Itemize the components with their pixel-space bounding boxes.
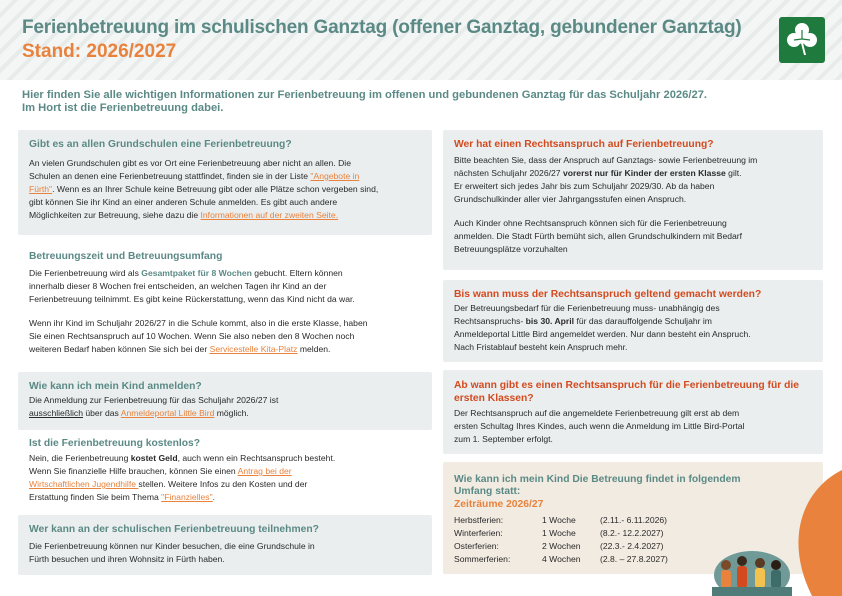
card-body: Bitte beachten Sie, dass der Anspruch auf Ganztags- sowie Ferienbetreuung im nächsten Schuljahr 2026/27 vorerst nur für Kinder der ersten Klasse gilt. Er erweitert sich jedes Jahr bis zum Schuljahr 2029/30. Ab da haben Grundschulkinder aller vier Jahrgangsstufen einen Anspruch. Auch Kinder ohne Rechtsanspruch können sich für die Ferienbetreuung anmelden. Die Stadt Fürth bemüht sich, allen Grundschulkindern mit Bedarf Betreuungsplätze vorzuhalten xyxy=(454,155,758,254)
header-banner xyxy=(0,0,842,80)
card-body: Die Anmeldung zur Ferienbetreuung für das Schuljahr 2026/27 ist ausschließlich über das Anmeldeportal Little Bird möglich. xyxy=(29,395,279,418)
link-servicestelle-kita-platz[interactable]: Servicestelle Kita-Platz xyxy=(209,344,298,354)
link-antrag-jugendhilfe[interactable]: Antrag bei der xyxy=(237,466,292,476)
card-bis-wann xyxy=(443,280,823,362)
card-title-line-1: Wie kann ich mein Kind Die Betreuung findet in folgendem xyxy=(454,474,741,485)
card-title: Wer kann an der schulischen Ferienbetreuung teilnehmen? xyxy=(29,524,319,535)
card-title-line-2: ersten Klassen? xyxy=(454,393,534,404)
card-kosten xyxy=(18,432,432,512)
card-title: Betreuungszeit und Betreuungsumfang xyxy=(29,251,223,262)
schedule-row: Herbstferien: 1 Woche (2.11.- 6.11.2026) xyxy=(454,515,668,525)
card-title: Bis wann muss der Rechtsanspruch geltend gemacht werden? xyxy=(454,289,762,300)
ferien-schedule-table xyxy=(454,514,714,566)
card-ab-wann xyxy=(443,370,823,454)
card-body: Die Ferienbetreuung wird als Gesamtpaket für 8 Wochen gebucht. Eltern können innerhalb dieser 8 Wochen frei entscheiden, an welchen Tagen ihr Kind an der Ferienbetreuung teilnimmt. Es gibt keine Rückerstattung, wenn das Kind nicht da war. Wenn ihr Kind im Schuljahr 2026/27 in die Schule kommt, also in die erste Klasse, haben Sie einen Rechtsanspruch auf 10 Wochen. Wenn Sie also neben den 8 Wochen noch weiteren Bedarf haben können Sie sich bei der Servicestelle Kita-Platz melden. xyxy=(29,268,368,354)
card-title-line-1: Ab wann gibt es einen Rechtsanspruch für die Ferienbetreuung für die xyxy=(454,380,799,391)
schedule-row: Winterferien: 1 Woche (8.2.- 12.2.2027) xyxy=(454,528,664,538)
link-anmeldeportal-little-bird[interactable]: Anmeldeportal Little Bird xyxy=(120,408,215,418)
link-angebote-in-fuerth[interactable]: "Angebote in xyxy=(310,171,360,181)
cloverleaf-logo-icon xyxy=(779,17,825,63)
children-illustration-icon xyxy=(712,535,792,596)
card-body: Nein, die Ferienbetreuung kostet Geld, auch wenn ein Rechtsanspruch besteht. Wenn Sie finanzielle Hilfe brauchen, können Sie einen Antrag bei der Wirtschaftlichen Jugendhilfe stellen. Weitere Infos zu den Kosten und der Erstattung finden Sie beim Thema "Finanzielles". xyxy=(29,453,336,502)
page-subtitle: Stand: 2026/2027 xyxy=(22,41,177,62)
card-teilnehmen xyxy=(18,515,432,575)
card-title: Ist die Ferienbetreuung kostenlos? xyxy=(29,438,201,449)
card-title-line-2: Umfang statt: xyxy=(454,486,521,497)
intro-line-1: Hier finden Sie alle wichtigen Informationen zur Ferienbetreuung im offenen und gebundenen Ganztag für das Schuljahr 2026/27. xyxy=(22,89,708,101)
schedule-row: Sommerferien: 4 Wochen (2.8. – 27.8.2027) xyxy=(454,554,668,564)
link-finanzielles[interactable]: "Finanzielles" xyxy=(161,492,213,502)
card-rechtsanspruch xyxy=(443,130,823,270)
card-grundschulen xyxy=(18,130,432,235)
link-antrag-jugendhilfe-cont[interactable]: Wirtschaftlichen Jugendhilfe xyxy=(29,479,139,489)
card-body: An vielen Grundschulen gibt es vor Ort eine Ferienbetreuung aber nicht an allen. Die Schulen an denen eine Ferienbetreuung stattfindet, finden sie in der Liste "Angebote in Fürth". Wenn es an Ihrer Schule keine Betreuung gibt oder alle Plätze schon vergeben sind, gibt können Sie ihr Kind an einer anderen Schule anmelden. Es gibt auch andere Möglichkeiten zur Betreuung, siehe dazu die Informationen auf der zweiten Seite. xyxy=(29,158,379,220)
card-title: Gibt es an allen Grundschulen eine Ferienbetreuung? xyxy=(29,139,292,150)
link-informationen-zweite-seite[interactable]: Informationen auf der zweiten Seite. xyxy=(200,210,339,220)
intro-line-2: Im Hort ist die Ferienbetreuung dabei. xyxy=(22,102,224,114)
card-title: Wie kann ich mein Kind anmelden? xyxy=(29,381,202,392)
card-body: Der Rechtsanspruch auf die angemeldete Ferienbetreuung gilt erst ab dem ersten Schultag Ihres Kindes, auch wenn die Anmeldung im Little Bird-Portal zum 1. September erfolgt. xyxy=(454,408,745,444)
card-body: Der Betreuungsbedarf für die Ferienbetreuung muss- unabhängig des Rechtsanspruchs- bis 30. April für das darauffolgende Schuljahr im Anmeldeportal Little Bird angemeldet werden. Nur dann besteht ein Anspruch. Nach Fristablauf besteht kein Anspruch mehr. xyxy=(454,303,751,352)
card-anmelden xyxy=(18,372,432,430)
card-title: Wer hat einen Rechtsanspruch auf Ferienbetreuung? xyxy=(454,139,714,150)
card-title-line-3: Zeiträume 2026/27 xyxy=(454,499,544,510)
schedule-row: Osterferien: 2 Wochen (22.3.- 2.4.2027) xyxy=(454,541,664,551)
intro-text xyxy=(22,89,742,115)
card-betreuungszeit xyxy=(18,242,432,364)
page-title: Ferienbetreuung im schulischen Ganztag (offener Ganztag, gebundener Ganztag) xyxy=(22,17,742,38)
link-angebote-in-fuerth-cont[interactable]: Fürth" xyxy=(29,184,53,194)
card-body: Die Ferienbetreuung können nur Kinder besuchen, die eine Grundschule in Fürth besuchen und ihren Wohnsitz in Fürth haben. xyxy=(29,541,315,564)
